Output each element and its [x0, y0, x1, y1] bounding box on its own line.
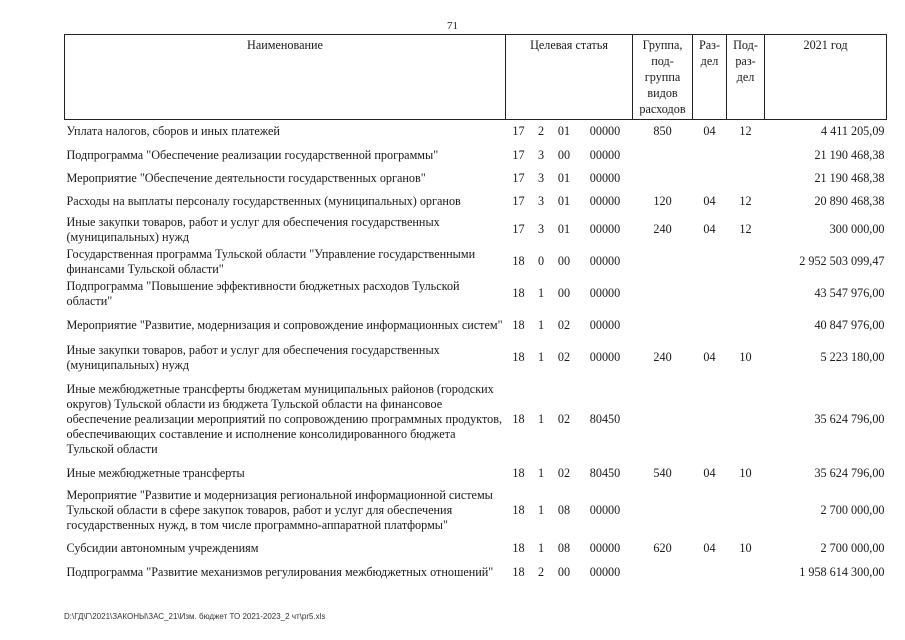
subsection-code — [727, 246, 765, 278]
target-code-subprogram: 1 — [537, 412, 545, 426]
expense-group — [633, 558, 693, 588]
target-code-direction: 00000 — [589, 503, 621, 517]
target-code-program: 17 — [512, 194, 525, 208]
target-code-program: 18 — [512, 541, 525, 555]
header-name: Наименование — [65, 35, 506, 120]
section-code — [693, 278, 727, 310]
target-code-event: 00 — [557, 565, 571, 579]
target-code-event: 00 — [557, 254, 571, 268]
target-code-program: 18 — [512, 565, 525, 579]
target-code-direction: 00000 — [589, 286, 621, 300]
section-code: 04 — [703, 466, 716, 480]
section-code — [693, 374, 727, 466]
section-code — [693, 144, 727, 167]
subsection-code — [727, 374, 765, 466]
target-code-subprogram: 3 — [537, 222, 545, 236]
row-name: Уплата налогов, сборов и иных платежей — [66, 124, 280, 139]
target-code-subprogram: 3 — [537, 170, 545, 185]
amount-2021: 4 411 205,09 — [820, 124, 885, 139]
expense-group: 850 — [653, 124, 672, 139]
target-code-subprogram: 1 — [537, 286, 545, 300]
target-code-event: 08 — [557, 541, 571, 555]
row-name: Субсидии автономным учреждениям — [66, 541, 259, 555]
section-code — [693, 558, 727, 588]
target-code-program: 18 — [512, 254, 525, 268]
subsection-code — [727, 482, 765, 540]
subsection-code — [727, 167, 765, 190]
budget-table — [64, 34, 887, 588]
row-name: Иные закупки товаров, работ и услуг для обеспечения государственных (муниципальных) нужд — [66, 342, 440, 372]
subsection-code: 12 — [739, 194, 752, 208]
target-code-event: 01 — [557, 194, 571, 208]
section-code: 04 — [703, 222, 716, 236]
target-code-subprogram: 1 — [537, 318, 545, 332]
target-code-direction: 00000 — [589, 350, 621, 364]
row-name: Иные межбюджетные трансферты — [66, 466, 245, 480]
target-code-program: 17 — [512, 170, 525, 185]
amount-2021: 20 890 468,38 — [814, 194, 885, 208]
target-code-event: 00 — [557, 286, 571, 300]
table-body — [65, 120, 887, 588]
table-row — [65, 190, 887, 214]
target-code-direction: 00000 — [589, 541, 621, 555]
target-code-event: 00 — [557, 147, 571, 162]
table-row — [65, 310, 887, 342]
table-row — [65, 278, 887, 310]
target-code-direction: 00000 — [589, 170, 621, 185]
target-code-program: 18 — [512, 350, 525, 364]
target-code-program: 18 — [512, 503, 525, 517]
amount-2021: 35 624 796,00 — [814, 466, 885, 480]
target-code-subprogram: 1 — [537, 466, 545, 480]
expense-group — [633, 374, 693, 466]
section-code: 04 — [703, 194, 716, 208]
table-row — [65, 246, 887, 278]
target-code-event: 02 — [557, 466, 571, 480]
table-row — [65, 466, 887, 482]
header-section: Раз-дел — [693, 35, 727, 120]
section-code: 04 — [703, 350, 716, 364]
section-code — [693, 310, 727, 342]
expense-group — [633, 167, 693, 190]
row-name: Мероприятие "Развитие и модернизация региональной информационной системы Тульской области в сфере закупок товаров, работ и услуг для обеспечения государственных нужд, в том числе программно-аппаратной платформы" — [66, 488, 493, 532]
header-target: Целевая статья — [506, 35, 633, 120]
expense-group — [633, 246, 693, 278]
row-name: Мероприятие "Развитие, модернизация и сопровождение информационных систем" — [66, 318, 503, 332]
target-code-event: 08 — [557, 503, 571, 517]
row-name: Подпрограмма "Развитие механизмов регулирования межбюджетных отношений" — [66, 565, 494, 579]
amount-2021: 43 547 976,00 — [814, 286, 885, 300]
section-code: 04 — [703, 541, 716, 555]
amount-2021: 2 952 503 099,47 — [799, 254, 885, 268]
amount-2021: 35 624 796,00 — [814, 412, 885, 426]
target-code-program: 18 — [512, 318, 525, 332]
table-row — [65, 144, 887, 167]
table-row — [65, 482, 887, 540]
amount-2021: 2 700 000,00 — [820, 541, 885, 555]
amount-2021: 300 000,00 — [829, 222, 885, 236]
section-code: 04 — [703, 124, 716, 139]
target-code-program: 17 — [512, 147, 525, 162]
target-code-direction: 00000 — [589, 147, 621, 162]
subsection-code — [727, 278, 765, 310]
target-code-direction: 00000 — [589, 254, 621, 268]
header-group: Группа, под-группа видов расходов — [633, 35, 693, 120]
target-code-event: 01 — [557, 170, 571, 185]
subsection-code: 12 — [739, 222, 752, 236]
target-code-subprogram: 3 — [537, 147, 545, 162]
subsection-code: 10 — [739, 541, 752, 555]
page-number: 71 — [447, 20, 458, 32]
row-name: Расходы на выплаты персоналу государственных (муниципальных) органов — [66, 194, 461, 208]
header-amount: 2021 год — [765, 35, 887, 120]
target-code-program: 18 — [512, 412, 525, 426]
header-subsection: Под-раз-дел — [727, 35, 765, 120]
target-code-subprogram: 3 — [537, 194, 545, 208]
target-code-subprogram: 0 — [537, 254, 545, 268]
subsection-code: 10 — [739, 466, 752, 480]
file-path-footer: D:\ГД\Г\2021\ЗАКОНЫ\ЗАС_21\Изм. бюджет ТО 2021-2023_2 чт\pr5.xls — [64, 612, 326, 621]
target-code-program: 17 — [512, 124, 525, 139]
target-code-event: 02 — [557, 350, 571, 364]
target-code-direction: 00000 — [589, 222, 621, 236]
expense-group — [633, 482, 693, 540]
amount-2021: 21 190 468,38 — [814, 170, 885, 185]
table-row — [65, 167, 887, 190]
target-code-direction: 00000 — [589, 194, 621, 208]
table-row — [65, 214, 887, 246]
target-code-direction: 00000 — [589, 124, 621, 139]
subsection-code — [727, 310, 765, 342]
target-code-event: 01 — [557, 222, 571, 236]
amount-2021: 1 958 614 300,00 — [799, 565, 885, 579]
expense-group: 240 — [653, 222, 672, 236]
target-code-subprogram: 2 — [537, 124, 545, 139]
target-code-subprogram: 1 — [537, 541, 545, 555]
target-code-event: 02 — [557, 318, 571, 332]
target-code-direction: 80450 — [589, 412, 621, 426]
row-name: Мероприятие "Обеспечение деятельности государственных органов" — [66, 170, 426, 185]
target-code-direction: 00000 — [589, 318, 621, 332]
target-code-program: 17 — [512, 222, 525, 236]
table-row — [65, 342, 887, 374]
target-code-program: 18 — [512, 286, 525, 300]
amount-2021: 2 700 000,00 — [820, 503, 885, 517]
target-code-subprogram: 2 — [537, 565, 545, 579]
subsection-code: 10 — [739, 350, 752, 364]
table-header — [65, 35, 887, 120]
subsection-code: 12 — [739, 124, 752, 139]
row-name: Иные межбюджетные трансферты бюджетам муниципальных районов (городских округов) Тульской области из бюджета Тульской области на финансовое обеспечение реализации мероприятий по сопровождению программных продуктов, обеспечивающих составление и исполнение консолидированного бюджета Тульской области — [66, 382, 503, 456]
target-code-event: 01 — [557, 124, 571, 139]
row-name: Подпрограмма "Повышение эффективности бюджетных расходов Тульской области" — [66, 278, 460, 308]
target-code-direction: 80450 — [589, 466, 621, 480]
expense-group: 540 — [653, 466, 672, 480]
expense-group — [633, 144, 693, 167]
subsection-code — [727, 144, 765, 167]
target-code-event: 02 — [557, 412, 571, 426]
table-row — [65, 374, 887, 466]
section-code — [693, 246, 727, 278]
amount-2021: 21 190 468,38 — [814, 147, 885, 162]
table-row — [65, 120, 887, 144]
expense-group — [633, 278, 693, 310]
section-code — [693, 167, 727, 190]
table-row — [65, 540, 887, 558]
amount-2021: 40 847 976,00 — [814, 318, 885, 332]
expense-group: 620 — [653, 541, 672, 555]
subsection-code — [727, 558, 765, 588]
row-name: Государственная программа Тульской области "Управление государственными финансами Тульской области" — [66, 246, 476, 276]
amount-2021: 5 223 180,00 — [820, 350, 885, 364]
target-code-direction: 00000 — [589, 565, 621, 579]
row-name: Подпрограмма "Обеспечение реализации государственной программы" — [66, 147, 439, 162]
row-name: Иные закупки товаров, работ и услуг для обеспечения государственных (муниципальных) нужд — [66, 214, 440, 244]
target-code-subprogram: 1 — [537, 503, 545, 517]
section-code — [693, 482, 727, 540]
table-row — [65, 558, 887, 588]
target-code-subprogram: 1 — [537, 350, 545, 364]
expense-group — [633, 310, 693, 342]
expense-group: 240 — [653, 350, 672, 364]
target-code-program: 18 — [512, 466, 525, 480]
expense-group: 120 — [653, 194, 672, 208]
